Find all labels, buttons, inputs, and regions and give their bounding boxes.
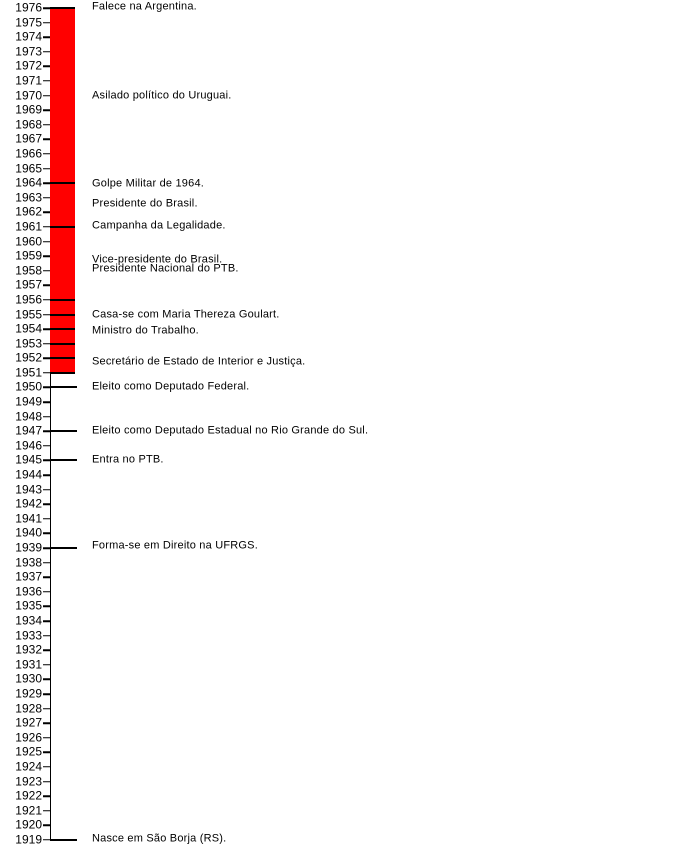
bar-segment-line bbox=[50, 182, 75, 184]
year-tick-mark bbox=[43, 416, 51, 418]
event-marker-line bbox=[50, 430, 77, 432]
event-label: Presidente Nacional do PTB. bbox=[92, 262, 239, 275]
year-tick-label: 1937 bbox=[15, 569, 42, 584]
year-tick-mark bbox=[43, 533, 51, 535]
year-tick-label: 1943 bbox=[15, 482, 42, 497]
year-tick-label: 1976 bbox=[15, 0, 42, 15]
year-tick-label: 1938 bbox=[15, 555, 42, 570]
year-tick-label: 1955 bbox=[15, 307, 42, 322]
year-tick-mark bbox=[43, 810, 51, 812]
year-tick-mark bbox=[43, 693, 51, 695]
year-tick-mark bbox=[43, 722, 51, 724]
event-label: Asilado político do Uruguai. bbox=[92, 89, 232, 102]
year-tick-label: 1959 bbox=[15, 248, 42, 263]
year-tick-label: 1945 bbox=[15, 452, 42, 467]
year-tick-mark bbox=[43, 489, 51, 491]
event-label: Secretário de Estado de Interior e Justiça. bbox=[92, 355, 306, 368]
year-tick-label: 1920 bbox=[15, 817, 42, 832]
event-marker-line bbox=[50, 547, 77, 549]
event-label: Entra no PTB. bbox=[92, 453, 164, 466]
bar-segment-line bbox=[50, 328, 75, 330]
event-label: Eleito como Deputado Federal. bbox=[92, 380, 250, 393]
event-label: Campanha da Legalidade. bbox=[92, 219, 226, 232]
year-tick-label: 1948 bbox=[15, 409, 42, 424]
year-tick-mark bbox=[43, 591, 51, 593]
year-tick-label: 1924 bbox=[15, 759, 42, 774]
event-label: Casa-se com Maria Thereza Goulart. bbox=[92, 308, 280, 321]
year-tick-mark bbox=[43, 781, 51, 783]
bar-segment-line bbox=[50, 314, 75, 316]
bar-segment-line bbox=[50, 357, 75, 359]
year-tick-label: 1932 bbox=[15, 642, 42, 657]
year-tick-label: 1931 bbox=[15, 657, 42, 672]
year-tick-mark bbox=[43, 708, 51, 710]
year-tick-label: 1922 bbox=[15, 788, 42, 803]
year-tick-mark bbox=[43, 474, 51, 476]
year-tick-label: 1971 bbox=[15, 73, 42, 88]
year-tick-label: 1970 bbox=[15, 88, 42, 103]
year-tick-label: 1949 bbox=[15, 394, 42, 409]
event-marker-line bbox=[50, 386, 77, 388]
year-tick-label: 1927 bbox=[15, 715, 42, 730]
year-tick-mark bbox=[43, 649, 51, 651]
bar-segment-line bbox=[50, 372, 75, 374]
event-label: Nasce em São Borja (RS). bbox=[92, 832, 227, 844]
event-label: Golpe Militar de 1964. bbox=[92, 177, 205, 190]
year-tick-label: 1953 bbox=[15, 336, 42, 351]
year-tick-label: 1964 bbox=[15, 175, 42, 190]
year-tick-label: 1936 bbox=[15, 584, 42, 599]
year-tick-label: 1940 bbox=[15, 525, 42, 540]
year-tick-label: 1973 bbox=[15, 44, 42, 59]
bar-segment-line bbox=[50, 7, 75, 9]
year-tick-label: 1958 bbox=[15, 263, 42, 278]
year-tick-label: 1919 bbox=[15, 832, 42, 847]
year-tick-label: 1950 bbox=[15, 379, 42, 394]
event-label: Ministro do Trabalho. bbox=[92, 324, 199, 337]
year-tick-label: 1951 bbox=[15, 365, 42, 380]
year-tick-label: 1933 bbox=[15, 628, 42, 643]
year-tick-label: 1966 bbox=[15, 146, 42, 161]
year-tick-mark bbox=[43, 518, 51, 520]
year-tick-mark bbox=[43, 445, 51, 447]
year-tick-label: 1930 bbox=[15, 671, 42, 686]
year-tick-label: 1952 bbox=[15, 350, 42, 365]
year-tick-label: 1965 bbox=[15, 161, 42, 176]
year-tick-label: 1921 bbox=[15, 803, 42, 818]
event-marker-line bbox=[50, 459, 77, 461]
year-tick-label: 1957 bbox=[15, 277, 42, 292]
bar-segment-line bbox=[50, 226, 75, 228]
year-tick-label: 1975 bbox=[15, 15, 42, 30]
year-tick-label: 1962 bbox=[15, 204, 42, 219]
year-tick-mark bbox=[43, 504, 51, 506]
year-tick-label: 1963 bbox=[15, 190, 42, 205]
year-tick-label: 1967 bbox=[15, 131, 42, 146]
year-tick-label: 1926 bbox=[15, 730, 42, 745]
year-tick-label: 1961 bbox=[15, 219, 42, 234]
year-tick-mark bbox=[43, 752, 51, 754]
year-tick-label: 1925 bbox=[15, 744, 42, 759]
year-tick-label: 1935 bbox=[15, 598, 42, 613]
year-tick-label: 1941 bbox=[15, 511, 42, 526]
bar-segment-line bbox=[50, 299, 75, 301]
event-label: Presidente do Brasil. bbox=[92, 197, 198, 210]
event-marker-line bbox=[50, 839, 77, 841]
year-tick-label: 1928 bbox=[15, 701, 42, 716]
year-tick-mark bbox=[43, 576, 51, 578]
year-tick-label: 1960 bbox=[15, 234, 42, 249]
year-tick-label: 1974 bbox=[15, 29, 42, 44]
year-tick-label: 1956 bbox=[15, 292, 42, 307]
year-tick-label: 1954 bbox=[15, 321, 42, 336]
year-tick-mark bbox=[43, 635, 51, 637]
year-tick-label: 1934 bbox=[15, 613, 42, 628]
bar-segment-line bbox=[50, 343, 75, 345]
year-tick-mark bbox=[43, 679, 51, 681]
year-tick-label: 1947 bbox=[15, 423, 42, 438]
event-label: Falece na Argentina. bbox=[92, 0, 197, 13]
year-tick-mark bbox=[43, 795, 51, 797]
year-tick-label: 1969 bbox=[15, 102, 42, 117]
year-tick-label: 1944 bbox=[15, 467, 42, 482]
year-tick-label: 1968 bbox=[15, 117, 42, 132]
year-tick-label: 1946 bbox=[15, 438, 42, 453]
year-tick-label: 1923 bbox=[15, 774, 42, 789]
year-tick-label: 1942 bbox=[15, 496, 42, 511]
year-tick-label: 1929 bbox=[15, 686, 42, 701]
year-tick-label: 1939 bbox=[15, 540, 42, 555]
year-tick-mark bbox=[43, 401, 51, 403]
year-tick-mark bbox=[43, 664, 51, 666]
event-label: Vice-presidente do Brasil. bbox=[92, 253, 223, 266]
year-tick-mark bbox=[43, 606, 51, 608]
year-tick-label: 1972 bbox=[15, 58, 42, 73]
event-label: Eleito como Deputado Estadual no Rio Grande do Sul. bbox=[92, 424, 369, 437]
timeline-bar bbox=[50, 8, 75, 373]
year-tick-mark bbox=[43, 620, 51, 622]
year-tick-mark bbox=[43, 766, 51, 768]
event-label: Forma-se em Direito na UFRGS. bbox=[92, 539, 258, 552]
year-tick-mark bbox=[43, 562, 51, 564]
year-tick-mark bbox=[43, 825, 51, 827]
year-tick-mark bbox=[43, 737, 51, 739]
